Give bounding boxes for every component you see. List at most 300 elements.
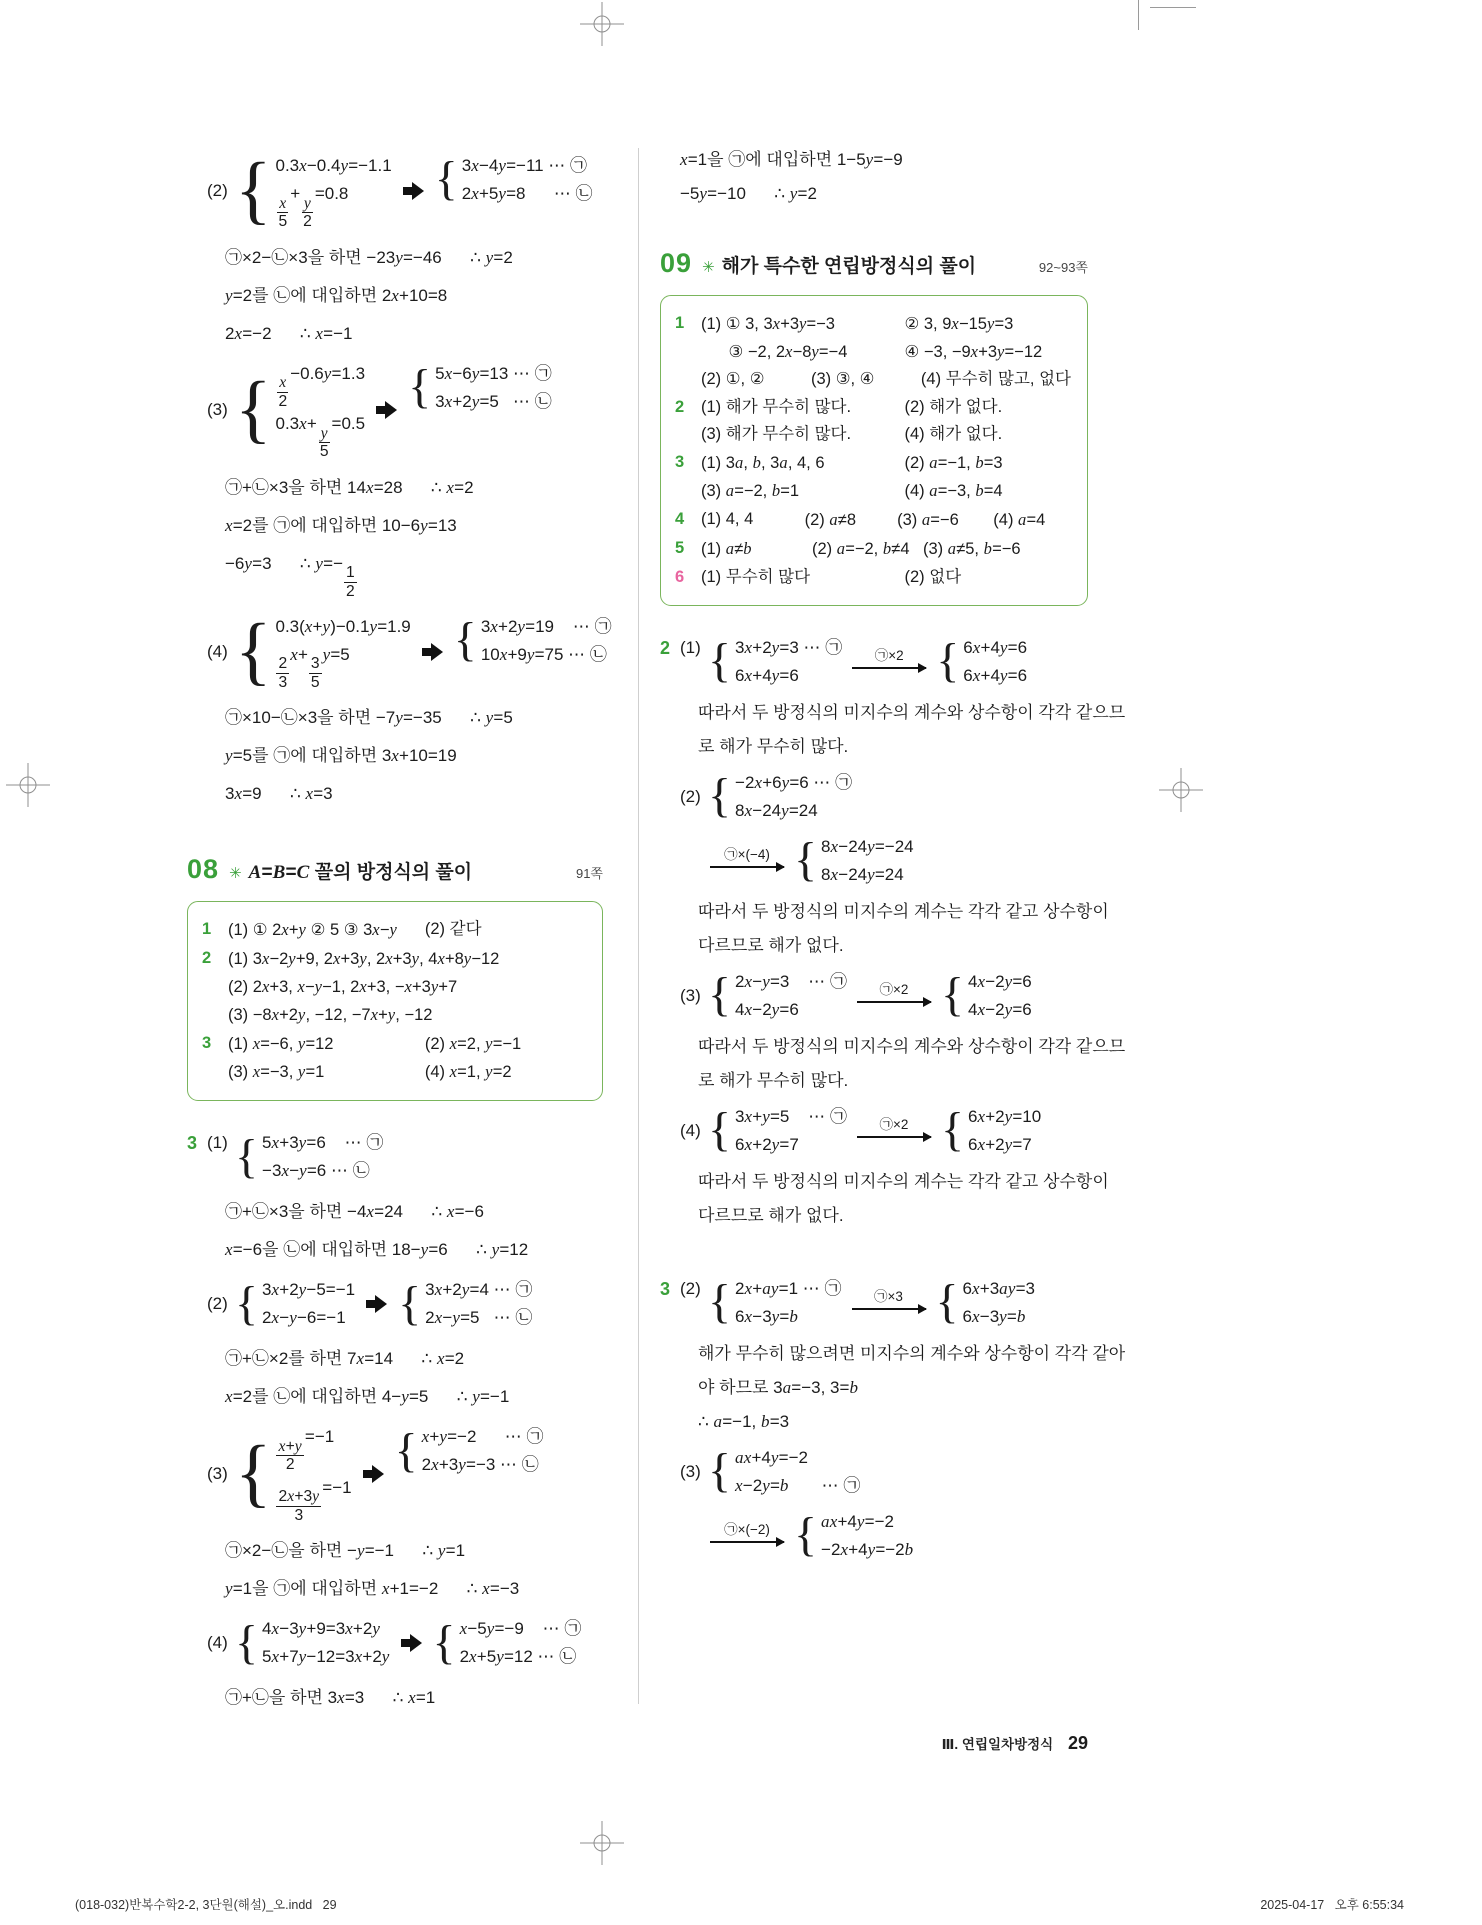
- answer-cell: ④ −3, −9x+3y=−12: [904, 342, 1043, 361]
- answer-line: [701, 535, 1071, 563]
- fraction-denominator: 2: [278, 392, 288, 410]
- answer-cell: ② 3, 9x−15y=3: [904, 314, 1014, 333]
- answer-cell: (2) 2x+3, x−y−1, 2x+3, −x+3y+7: [228, 977, 458, 997]
- section-number: 09: [660, 248, 693, 278]
- math-line: x=1을 ㉠에 대입하면 1−5y=−9: [680, 150, 903, 169]
- equation-system: [235, 1423, 352, 1524]
- math-line: ㉠×2−㉡×3을 하면 −23y=−46 ∴ y=2: [225, 247, 513, 267]
- arrow-shaft-icon: [857, 1001, 931, 1003]
- math-line: ㉠+㉡×2를 하면 7x=14 ∴ x=2: [225, 1349, 465, 1369]
- answer-cell: (3) ③, ④: [810, 370, 875, 388]
- math-line: 8x−24y=24: [821, 865, 904, 884]
- arrow-head: [412, 182, 424, 200]
- answer-cell: (2) 같다: [424, 920, 482, 939]
- math-line: y=1을 ㉠에 대입하면 x+1=−2 ∴ x=−3: [225, 1579, 520, 1599]
- arrow-bar: [401, 1639, 410, 1647]
- right-column: [660, 140, 1126, 1572]
- equation-system: [708, 769, 852, 825]
- solution-line: [660, 1032, 1126, 1061]
- solution-line: [660, 179, 1088, 208]
- answer-row: [202, 945, 586, 1029]
- solution-step: [187, 1423, 603, 1524]
- left-column: [187, 140, 612, 1721]
- equations: [735, 968, 847, 1024]
- fraction: [276, 1438, 303, 1474]
- math-line: 6x+3ay=3: [962, 1279, 1035, 1298]
- answer-line: [701, 310, 1071, 338]
- registration-mark-right: [1159, 768, 1203, 812]
- registration-mark-bottom: [580, 1821, 624, 1865]
- solution-line: [187, 281, 603, 310]
- answer-cell: (2) a=−2, b≠4: [812, 539, 910, 558]
- item-label: (4): [207, 1633, 228, 1653]
- math-line: 10x+9y=75 ⋯ ㉡: [480, 644, 607, 664]
- answer-cell: (1) ① 2x+y ② 5 ③ 3x−y: [228, 920, 397, 940]
- solution-line: [187, 703, 603, 732]
- answer-line: [701, 394, 1071, 421]
- equation-system: [941, 1103, 1041, 1159]
- math-line: 5x−6y=13 ⋯ ㉠: [435, 363, 552, 383]
- equation-system: [395, 1423, 544, 1479]
- math-line: 로 해가 무수히 많다.: [698, 737, 849, 756]
- answer-cell: (1) ① 3, 3x+3y=−3: [701, 314, 835, 333]
- arrow-bar: [366, 1300, 375, 1308]
- left-brace: {: [708, 634, 732, 688]
- math-line: −5y=−10 ∴ y=2: [680, 184, 817, 203]
- arrow-label: ㉠×(−2): [724, 1522, 770, 1538]
- equation-system: [235, 608, 411, 693]
- equation-system: [454, 613, 612, 669]
- solution-step: [660, 1103, 1088, 1159]
- answer-line: [701, 449, 1071, 477]
- math-line: 2x+5y=12 ⋯ ㉡: [459, 1647, 577, 1667]
- answer-cell: (4) x=1, y=2: [424, 1062, 512, 1082]
- math-line: $\frac{2x+3y}{3}$ =−1: [278, 1477, 352, 1524]
- solution-step: [660, 1508, 1088, 1564]
- arrow-head: [372, 1465, 384, 1483]
- solution-line: [660, 1373, 1088, 1402]
- answer-cell: (3) 해가 무수히 많다.: [701, 425, 852, 443]
- fraction-denominator: 2: [285, 1456, 295, 1474]
- math-line: 4x−2y=6: [968, 972, 1032, 991]
- asterisk-icon: ✳: [229, 865, 242, 883]
- arrow-shaft-icon: [710, 1541, 784, 1543]
- math-line: 3x+2y=3 ⋯ ㉠: [735, 638, 843, 657]
- equations: [735, 769, 852, 825]
- left-brace: {: [235, 1615, 259, 1669]
- math-line: ㉠+㉡을 하면 3x=3 ∴ x=1: [225, 1688, 436, 1708]
- answer-cell: (2) x=2, y=−1: [424, 1034, 522, 1054]
- solution-line: [660, 732, 1088, 761]
- item-label: (4): [207, 641, 228, 661]
- math-line: ㉠+㉡×3을 하면 14x=28 ∴ x=2: [225, 477, 474, 497]
- math-line: 6x+4y=6: [963, 638, 1028, 657]
- solution-line: [660, 1167, 1109, 1196]
- math-line: 2x−y−6=−1: [262, 1308, 346, 1328]
- solution-line: [187, 1683, 603, 1712]
- math-line: 3x+2y=4 ⋯ ㉠: [425, 1280, 533, 1300]
- solution-line: [660, 1201, 1088, 1230]
- math-line: 로 해가 무수히 많다.: [698, 1071, 849, 1090]
- labeled-arrow: [852, 1289, 926, 1317]
- right-arrow-icon: [366, 1295, 387, 1313]
- fraction: [276, 1488, 321, 1524]
- solution-step: [660, 833, 1088, 889]
- left-brace: {: [453, 612, 477, 666]
- math-line: 다르므로 해가 없다.: [698, 1206, 844, 1225]
- math-line: x−2y=b ⋯ ㉠: [735, 1476, 861, 1495]
- section-header: [187, 854, 603, 885]
- arrow-label: ㉠×3: [874, 1289, 903, 1305]
- fraction-numerator: 3: [310, 655, 320, 673]
- arrow-label: ㉠×2: [874, 648, 904, 664]
- item-label: (1): [680, 638, 701, 657]
- equation-system: [235, 1129, 383, 1185]
- fraction-numerator: 2x+3y: [278, 1488, 320, 1506]
- answer-cell: (4) a=4: [993, 510, 1046, 529]
- math-line: $\frac{x}{5}$ + $\frac{y}{2}$ =0.8: [278, 184, 349, 231]
- answer-number: 4: [675, 510, 685, 528]
- equations: [275, 152, 391, 231]
- right-arrow-icon: [403, 182, 424, 200]
- left-brace: {: [235, 148, 272, 233]
- equations: [821, 833, 914, 889]
- math-line: 0.3x−0.4y=−1.1: [275, 156, 392, 175]
- fraction-denominator: 3: [294, 1506, 304, 1524]
- left-brace: {: [708, 1103, 732, 1157]
- answer-row: [675, 506, 1071, 534]
- arrow-head: [410, 1634, 422, 1652]
- answer-number: 2: [202, 949, 212, 968]
- problem-number: 3: [187, 1133, 198, 1154]
- math-line: 3x−4y=−11 ⋯ ㉠: [461, 156, 588, 175]
- spacer: [660, 1235, 1088, 1267]
- answer-number: 6: [675, 568, 685, 586]
- solution-step: [660, 968, 1088, 1024]
- answer-cell: (3) a=−6: [897, 510, 959, 529]
- answer-number: 3: [202, 1034, 212, 1053]
- math-line: 2x−y=3 ⋯ ㉠: [735, 972, 847, 991]
- page-number: 29: [1067, 1733, 1088, 1753]
- equations: [735, 1275, 841, 1331]
- left-brace: {: [235, 1430, 272, 1515]
- left-brace: {: [708, 1275, 732, 1329]
- answer-number: 3: [675, 453, 685, 471]
- answer-row: [675, 394, 1071, 448]
- arrow-head: [385, 401, 397, 419]
- answer-lines: [228, 916, 586, 944]
- equation-system: [235, 148, 392, 233]
- answer-row: [202, 916, 586, 944]
- fraction: [344, 564, 357, 600]
- fraction-denominator: 5: [319, 443, 329, 461]
- equations: [460, 1615, 582, 1671]
- equations: [963, 1275, 1035, 1331]
- equations: [435, 360, 552, 416]
- solution-step: [187, 608, 612, 693]
- solution-line: [187, 1197, 603, 1226]
- equations: [462, 152, 593, 208]
- equation-system: [435, 152, 593, 208]
- left-brace: {: [935, 1275, 959, 1329]
- answer-line: [228, 916, 586, 944]
- left-brace: {: [794, 1508, 818, 1562]
- equation-system: [235, 360, 365, 461]
- equations: [735, 634, 842, 690]
- math-line: 4x−3y+9=3x+2y: [262, 1619, 381, 1639]
- answer-cell: (3) x=−3, y=1: [228, 1062, 325, 1082]
- solution-step: [187, 1276, 603, 1332]
- labeled-arrow: [857, 982, 931, 1010]
- solution-step: [187, 148, 603, 233]
- equations: [968, 1103, 1041, 1159]
- equations: [425, 1276, 532, 1332]
- equation-system: [708, 1444, 860, 1500]
- answer-number: 1: [675, 314, 685, 332]
- arrow-shaft-icon: [857, 1136, 931, 1138]
- fraction-numerator: 1: [346, 564, 355, 582]
- math-line: 2x+5y=8 ⋯ ㉡: [461, 184, 593, 203]
- math-line: 6x+4y=6: [735, 666, 799, 685]
- section-header: [660, 248, 1088, 279]
- labeled-arrow: [710, 847, 784, 875]
- answer-number: 5: [675, 539, 685, 557]
- answer-line: [701, 366, 1071, 393]
- answer-cell: (3) a=−2, b=1: [701, 481, 800, 500]
- item-label: (2): [680, 1279, 701, 1298]
- fraction-denominator: 2: [303, 213, 312, 231]
- answer-lines: [228, 945, 586, 1029]
- math-line: $\frac{x}{2}$ −0.6y=1.3: [278, 363, 366, 410]
- arrow-bar: [422, 648, 431, 656]
- fraction: [318, 425, 331, 461]
- math-line: 6x+4y=6: [963, 666, 1028, 685]
- math-line: 6x+2y=10: [968, 1107, 1042, 1126]
- equations: [262, 1276, 355, 1332]
- math-line: x=2를 ㉠에 대입하면 10−6y=13: [225, 515, 457, 535]
- math-line: ㉠×10−㉡×3을 하면 −7y=−35 ∴ y=5: [225, 708, 513, 728]
- answer-line: [701, 506, 1071, 534]
- math-line: −2x+6y=6 ⋯ ㉠: [735, 773, 853, 792]
- solution-line: [660, 1339, 1126, 1368]
- answer-line: [701, 564, 1071, 591]
- equation-system: [794, 833, 914, 889]
- left-brace: {: [434, 152, 458, 206]
- solution-step: [187, 1615, 603, 1671]
- left-brace: {: [936, 634, 960, 688]
- math-line: 3x+y=5 ⋯ ㉠: [735, 1107, 847, 1126]
- math-line: 2x=−2 ∴ x=−1: [225, 323, 353, 343]
- answer-cell: (2) a=−1, b=3: [904, 453, 1003, 472]
- equation-system: [708, 634, 842, 690]
- answer-row: [202, 1030, 586, 1086]
- math-line: $\frac{2}{3}$ x+ $\frac{3}{5}$ y=5: [278, 644, 350, 691]
- left-brace: {: [794, 833, 818, 887]
- solution-line: [187, 549, 603, 601]
- left-brace: {: [235, 608, 272, 693]
- answer-cell: ③ −2, 2x−8y=−4: [701, 342, 848, 361]
- solution-line: [187, 1574, 603, 1603]
- item-label: (3): [207, 1463, 228, 1483]
- math-line: 0.3x+ $\frac{y}{5}$ =0.5: [275, 414, 366, 461]
- left-brace: {: [708, 968, 732, 1022]
- math-line: 6x+2y=7: [968, 1135, 1032, 1154]
- right-arrow-icon: [401, 1634, 422, 1652]
- equation-system: [936, 1275, 1036, 1331]
- equations: [422, 1423, 544, 1479]
- math-line: 3x+2y=5 ⋯ ㉡: [435, 391, 552, 411]
- fraction: [301, 195, 314, 231]
- arrow-label: ㉠×2: [879, 982, 909, 998]
- math-line: x=−6을 ㉡에 대입하면 18−y=6 ∴ y=12: [225, 1240, 529, 1260]
- answer-line: [228, 1001, 586, 1029]
- solution-line: [187, 1536, 603, 1565]
- print-timestamp: 2025-04-17 오후 6:55:34: [1260, 1898, 1404, 1912]
- item-label: (2): [207, 1294, 228, 1314]
- section-number: 08: [187, 854, 220, 885]
- math-line: 따라서 두 방정식의 미지수의 계수와 상수항이 각각 같으므: [698, 703, 1126, 722]
- answer-cell: (1) 해가 무수히 많다.: [701, 398, 852, 416]
- answer-row: [675, 449, 1071, 505]
- chapter-label: Ⅲ. 연립일차방정식: [941, 1737, 1054, 1752]
- problem-number: 2: [660, 638, 671, 658]
- math-line: 0.3(x+y)−0.1y=1.9: [275, 616, 411, 636]
- solution-step: [187, 360, 603, 461]
- answer-line: [228, 973, 586, 1001]
- solution-line: [187, 473, 603, 502]
- labeled-arrow: [710, 1522, 784, 1550]
- answer-cell: (4) 해가 없다.: [904, 425, 1003, 443]
- page-reference: 91쪽: [575, 866, 603, 882]
- equation-system: [708, 1103, 847, 1159]
- math-line: 야 하므로 3a=−3, 3=b: [698, 1378, 859, 1397]
- answer-cell: (1) 4, 4: [701, 510, 754, 528]
- registration-mark-left: [6, 763, 50, 807]
- equations: [275, 1423, 351, 1524]
- fraction-denominator: 3: [278, 673, 288, 691]
- answer-lines: [701, 310, 1071, 393]
- answer-row: [675, 310, 1071, 393]
- item-label: (2): [680, 787, 701, 806]
- fraction: [276, 655, 289, 691]
- left-brace: {: [708, 1444, 732, 1498]
- equation-system: [941, 968, 1032, 1024]
- equations: [968, 968, 1032, 1024]
- item-label: (3): [207, 400, 228, 420]
- solution-step: [660, 634, 1088, 690]
- answer-cell: (2) a≠8: [804, 510, 857, 529]
- math-line: 3x+2y=19 ⋯ ㉠: [480, 616, 612, 636]
- solution-step: [660, 1444, 1088, 1500]
- answer-lines: [228, 1030, 586, 1086]
- answer-cell: (1) 3a, b, 3a, 4, 6: [701, 453, 825, 472]
- equation-system: [235, 1276, 355, 1332]
- arrow-label: ㉠×(−4): [724, 847, 770, 863]
- section-title: A=B=C 꼴의 방정식의 풀이: [248, 862, 473, 884]
- section-title: 해가 특수한 연립방정식의 풀이: [721, 256, 977, 277]
- answer-lines: [701, 394, 1071, 448]
- math-line: 6x−3y=b: [735, 1307, 799, 1326]
- answer-cell: (1) x=−6, y=12: [228, 1034, 334, 1054]
- math-line: 2x−y=5 ⋯ ㉡: [425, 1308, 533, 1328]
- solution-line: [187, 1235, 603, 1264]
- right-arrow-icon: [376, 401, 397, 419]
- fraction: [276, 195, 289, 231]
- arrow-shaft-icon: [710, 866, 784, 868]
- math-line: 5x+3y=6 ⋯ ㉠: [262, 1133, 384, 1153]
- page-reference: 92~93쪽: [1038, 260, 1088, 275]
- answer-line: [701, 338, 1071, 366]
- answer-row: [675, 535, 1071, 563]
- solution-line: [187, 779, 603, 808]
- answer-line: [701, 421, 1071, 448]
- arrow-shaft-icon: [852, 1308, 926, 1310]
- equation-system: [398, 1276, 532, 1332]
- left-brace: {: [235, 1276, 259, 1330]
- solution-line: [187, 1344, 603, 1373]
- solution-line: [660, 897, 1109, 926]
- equations: [262, 1129, 383, 1185]
- math-line: 3x=9 ∴ x=3: [225, 784, 333, 804]
- item-label: (3): [680, 1462, 701, 1481]
- left-brace: {: [940, 1103, 964, 1157]
- answer-cell: (1) 무수히 많다: [701, 568, 811, 586]
- fraction: [276, 374, 289, 410]
- equation-system: [235, 1615, 390, 1671]
- math-line: −6y=3 ∴ y=− $\frac{1}{2}$: [225, 553, 355, 600]
- arrow-head: [431, 643, 443, 661]
- answer-cell: (4) 무수히 많고, 없다: [920, 370, 1071, 388]
- labeled-arrow: [857, 1117, 931, 1145]
- equation-system: [408, 360, 552, 416]
- equations: [481, 613, 612, 669]
- right-arrow-icon: [363, 1465, 384, 1483]
- problem-number: 3: [660, 1279, 671, 1299]
- answer-line: [228, 945, 586, 973]
- fraction: [309, 655, 322, 691]
- solution-line: [187, 741, 603, 770]
- equations: [735, 1444, 860, 1500]
- answer-cell: (3) a≠5, b=−6: [923, 539, 1021, 558]
- fraction-numerator: x+y: [278, 1437, 302, 1455]
- math-line: x+y=−2 ⋯ ㉠: [421, 1427, 544, 1447]
- answer-line: [701, 477, 1071, 505]
- math-line: x−5y=−9 ⋯ ㉠: [459, 1619, 582, 1639]
- math-line: −2x+4y=−2b: [821, 1540, 914, 1559]
- math-line: 6x+2y=7: [735, 1135, 799, 1154]
- left-brace: {: [394, 1423, 418, 1477]
- solution-step: [187, 1129, 603, 1185]
- answer-number: 1: [202, 920, 212, 939]
- solution-line: [660, 1066, 1088, 1095]
- math-line: 4x−2y=6: [735, 1000, 799, 1019]
- math-line: ∴ a=−1, b=3: [698, 1412, 790, 1431]
- answer-cell: (4) a=−3, b=4: [904, 481, 1003, 500]
- page-footer: [660, 1733, 1088, 1754]
- answer-cell: (2) 없다: [904, 568, 962, 586]
- math-line: 8x−24y=−24: [821, 837, 914, 856]
- answer-box: [660, 295, 1088, 606]
- fraction-numerator: x: [279, 374, 287, 392]
- left-brace: {: [408, 360, 432, 414]
- item-label: (1): [207, 1133, 228, 1153]
- fraction-denominator: 2: [346, 582, 355, 600]
- crop-mark: [1150, 7, 1196, 8]
- fraction-denominator: 5: [310, 673, 320, 691]
- solution-line: [660, 698, 1126, 727]
- math-line: 2x+ay=1 ⋯ ㉠: [735, 1279, 842, 1298]
- math-line: $\frac{x+y}{2}$ =−1: [278, 1427, 335, 1474]
